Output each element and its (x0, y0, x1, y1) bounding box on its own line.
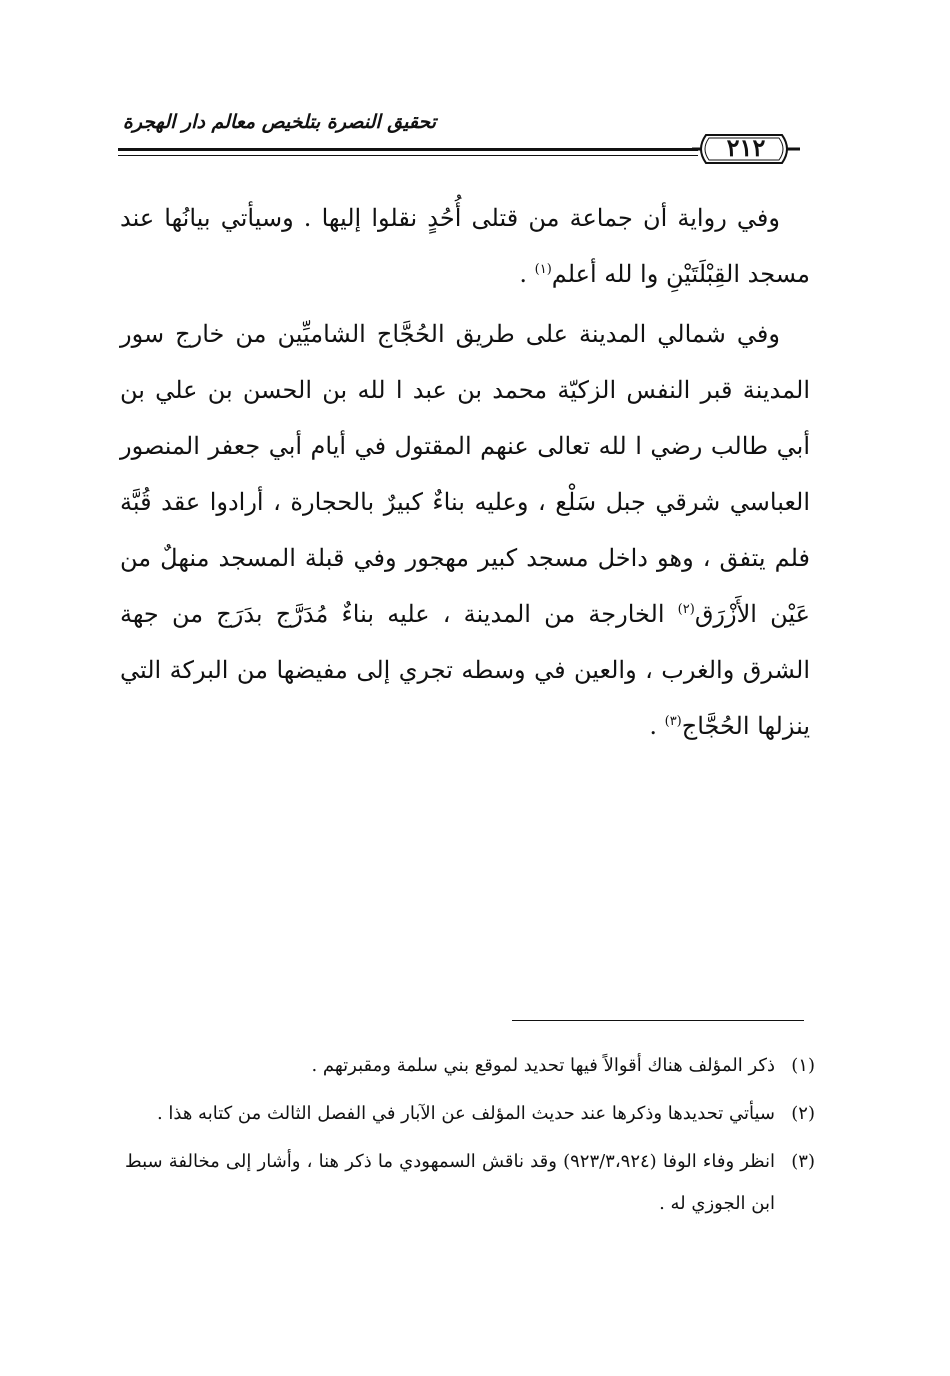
page-number: ٢١٢ (726, 133, 766, 162)
text-run: . (519, 260, 535, 288)
footnote (125, 1093, 815, 1135)
header-rule (118, 148, 698, 151)
main-text (120, 190, 810, 758)
footnote-ref: (١) (534, 262, 552, 277)
footnote-number: (٢) (791, 1103, 815, 1124)
footnote-text: انظر وفاء الوفا (٩٢٣/٣،٩٢٤) وقد ناقش السمهودي ما ذكر هنا ، وأشار إلى مخالفة سبط ابن الجوزي له . (125, 1151, 775, 1214)
footnote-separator (512, 1020, 804, 1021)
header-rule-thin (118, 155, 698, 156)
page-number-frame (692, 129, 800, 169)
footnote (125, 1141, 815, 1225)
footnote (125, 1045, 815, 1087)
text-run: الخارجة من المدينة ، عليه بناءٌ مُدَرَّج بدَرَج من جهة الشرق والغرب ، والعين في وسطه تجري إلى مفيضها من البركة التي ينزلها الحُجَّاج (120, 600, 810, 740)
paragraph (120, 190, 810, 302)
footnote-ref: (٣) (664, 714, 682, 729)
text-run: . (649, 712, 665, 740)
text-run: وفي شمالي المدينة على طريق الحُجَّاج الشاميِّين من خارج سور المدينة قبر النفس الزكيّة محمد بن عبد ا لله بن الحسن بن علي بن أبي طالب رضي ا لله تعالى عنهم المقتول في أيام أبي جعفر المنصور العباسي شرقي جبل سَلْع ، وعليه بناءٌ كبيرٌ بالحجارة ، أرادوا عقد قُبَّة فلم يتفق ، وهو داخل مسجد كبير مهجور وفي قبلة المسجد منهلٌ من عَيْن الأَزْرَق (120, 320, 810, 628)
footnotes (125, 1045, 815, 1231)
paragraph (120, 306, 810, 754)
footnote-ref: (٢) (677, 602, 695, 617)
footnote-number: (٣) (791, 1151, 815, 1172)
running-title: تحقيق النصرة بتلخيص معالم دار الهجرة (122, 111, 436, 133)
text-run: وفي رواية أن جماعة من قتلى أُحُدٍ نقلوا إليها . وسيأتي بيانُها عند مسجد القِبْلَتَيْنِ وا لله أعلم (120, 204, 810, 288)
footnote-number: (١) (791, 1055, 815, 1076)
footnote-text: سيأتي تحديدها وذكرها عند حديث المؤلف عن الآبار في الفصل الثالث من كتابه هذا . (156, 1103, 775, 1124)
running-header (112, 105, 816, 165)
footnote-text: ذكر المؤلف هناك أقوالاً فيها تحديد لموقع بني سلمة ومقبرتهم . (311, 1055, 775, 1076)
